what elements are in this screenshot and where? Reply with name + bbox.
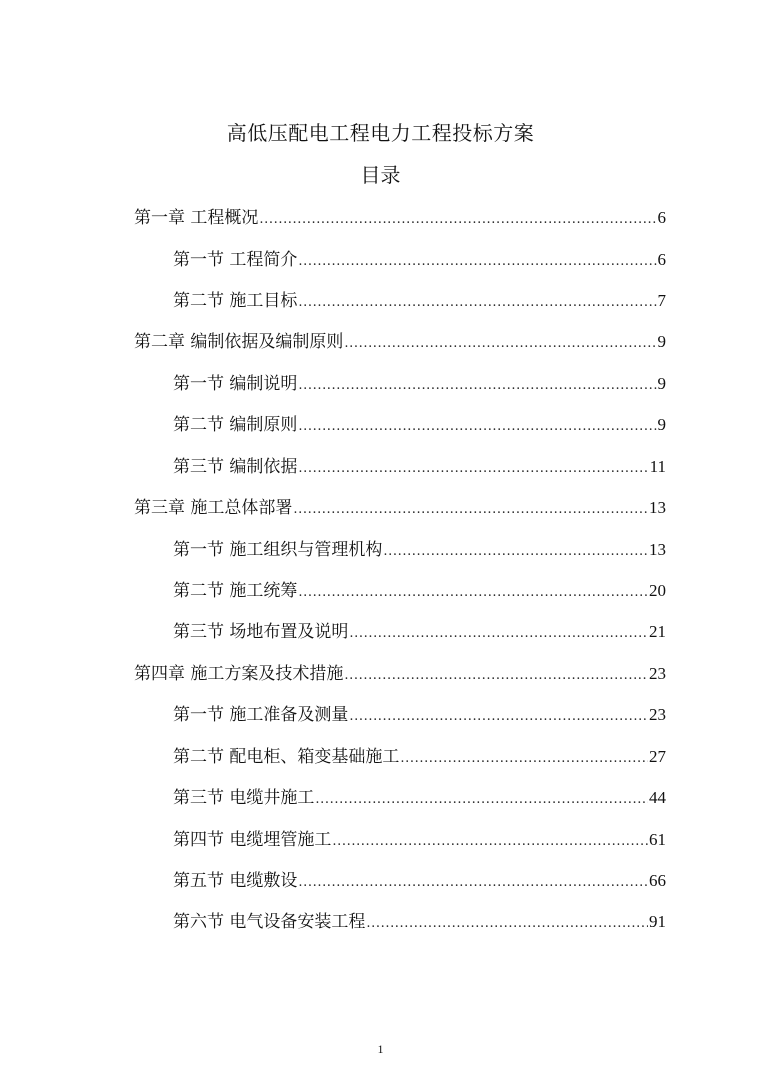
toc-entry-label: 第二节 配电柜、箱变基础施工 — [173, 747, 400, 767]
toc-entry[interactable] — [134, 330, 666, 354]
toc-entry-page: 9 — [657, 374, 666, 393]
toc-dot-leader — [298, 374, 656, 398]
toc-dot-leader — [298, 871, 648, 895]
toc-entry-page: 23 — [649, 664, 666, 683]
toc-dot-leader — [400, 747, 648, 771]
toc-entry-label: 第四章 施工方案及技术措施 — [134, 664, 344, 684]
toc-dot-leader — [344, 664, 648, 688]
page-number: 1 — [377, 1042, 384, 1056]
toc-entry[interactable] — [173, 289, 666, 313]
toc-entry-page: 66 — [649, 871, 666, 890]
toc-entry[interactable] — [173, 538, 666, 562]
toc-entry-page: 6 — [657, 250, 666, 269]
toc-entry[interactable] — [173, 869, 666, 893]
toc-entry[interactable] — [173, 248, 666, 272]
toc-entry-page: 23 — [649, 705, 666, 724]
toc-dot-leader — [383, 540, 648, 564]
toc-entry[interactable] — [173, 620, 666, 644]
toc-entry-label: 第一节 施工准备及测量 — [173, 705, 349, 725]
toc-entry-label: 第五节 电缆敷设 — [173, 871, 298, 891]
toc-dot-leader — [298, 581, 648, 605]
toc-entry[interactable] — [173, 745, 666, 769]
toc-dot-leader — [298, 457, 648, 481]
toc-entry[interactable] — [173, 786, 666, 810]
toc-dot-leader — [293, 498, 648, 522]
toc-entry-label: 第一节 工程简介 — [173, 250, 298, 270]
toc-dot-leader — [315, 788, 648, 812]
toc-entry-page: 13 — [649, 498, 666, 517]
toc-entry-page: 61 — [649, 830, 666, 849]
toc-entry[interactable] — [173, 413, 666, 437]
toc-entry[interactable] — [173, 372, 666, 396]
toc-dot-leader — [344, 332, 656, 356]
toc-entry-label: 第三节 编制依据 — [173, 457, 298, 477]
toc-entry[interactable] — [173, 910, 666, 934]
toc-entry-label: 第六节 电气设备安装工程 — [173, 912, 366, 932]
toc-entry-page: 27 — [649, 747, 666, 766]
toc-entry-page: 6 — [657, 208, 666, 227]
toc-entry-label: 第二章 编制依据及编制原则 — [134, 332, 344, 352]
toc-dot-leader — [332, 830, 648, 854]
toc-entry-label: 第一节 施工组织与管理机构 — [173, 540, 383, 560]
toc-entry-page: 44 — [649, 788, 666, 807]
toc-entry[interactable] — [173, 703, 666, 727]
toc-heading: 目录 — [360, 163, 401, 187]
toc-entry[interactable] — [134, 662, 666, 686]
toc-entry-label: 第三节 电缆井施工 — [173, 788, 315, 808]
toc-entry-label: 第一节 编制说明 — [173, 374, 298, 394]
toc-entry-page: 11 — [649, 457, 666, 476]
toc-entry[interactable] — [134, 496, 666, 520]
toc-entry-page: 21 — [649, 622, 666, 641]
toc-entry-page: 13 — [649, 540, 666, 559]
toc-entry[interactable] — [173, 828, 666, 852]
toc-dot-leader — [366, 912, 648, 936]
toc-dot-leader — [259, 208, 656, 232]
toc-dot-leader — [349, 622, 648, 646]
toc-entry-label: 第二节 施工统筹 — [173, 581, 298, 601]
toc-entry-label: 第三章 施工总体部署 — [134, 498, 293, 518]
toc-entry[interactable] — [134, 206, 666, 230]
toc-entry-page: 20 — [649, 581, 666, 600]
toc-entry-page: 9 — [657, 415, 666, 434]
toc-dot-leader — [298, 415, 656, 439]
toc-entry-label: 第四节 电缆埋管施工 — [173, 830, 332, 850]
toc-dot-leader — [349, 705, 648, 729]
toc-entry-label: 第二节 施工目标 — [173, 291, 298, 311]
toc-entry[interactable] — [173, 579, 666, 603]
toc-entry-label: 第二节 编制原则 — [173, 415, 298, 435]
toc-dot-leader — [298, 250, 656, 274]
toc-entry[interactable] — [173, 455, 666, 479]
toc-entry-page: 9 — [657, 332, 666, 351]
toc-entry-page: 7 — [657, 291, 666, 310]
toc-entry-page: 91 — [649, 912, 666, 931]
toc-dot-leader — [298, 291, 656, 315]
toc-entry-label: 第三节 场地布置及说明 — [173, 622, 349, 642]
toc-entry-label: 第一章 工程概况 — [134, 208, 259, 228]
document-title: 高低压配电工程电力工程投标方案 — [226, 121, 535, 145]
